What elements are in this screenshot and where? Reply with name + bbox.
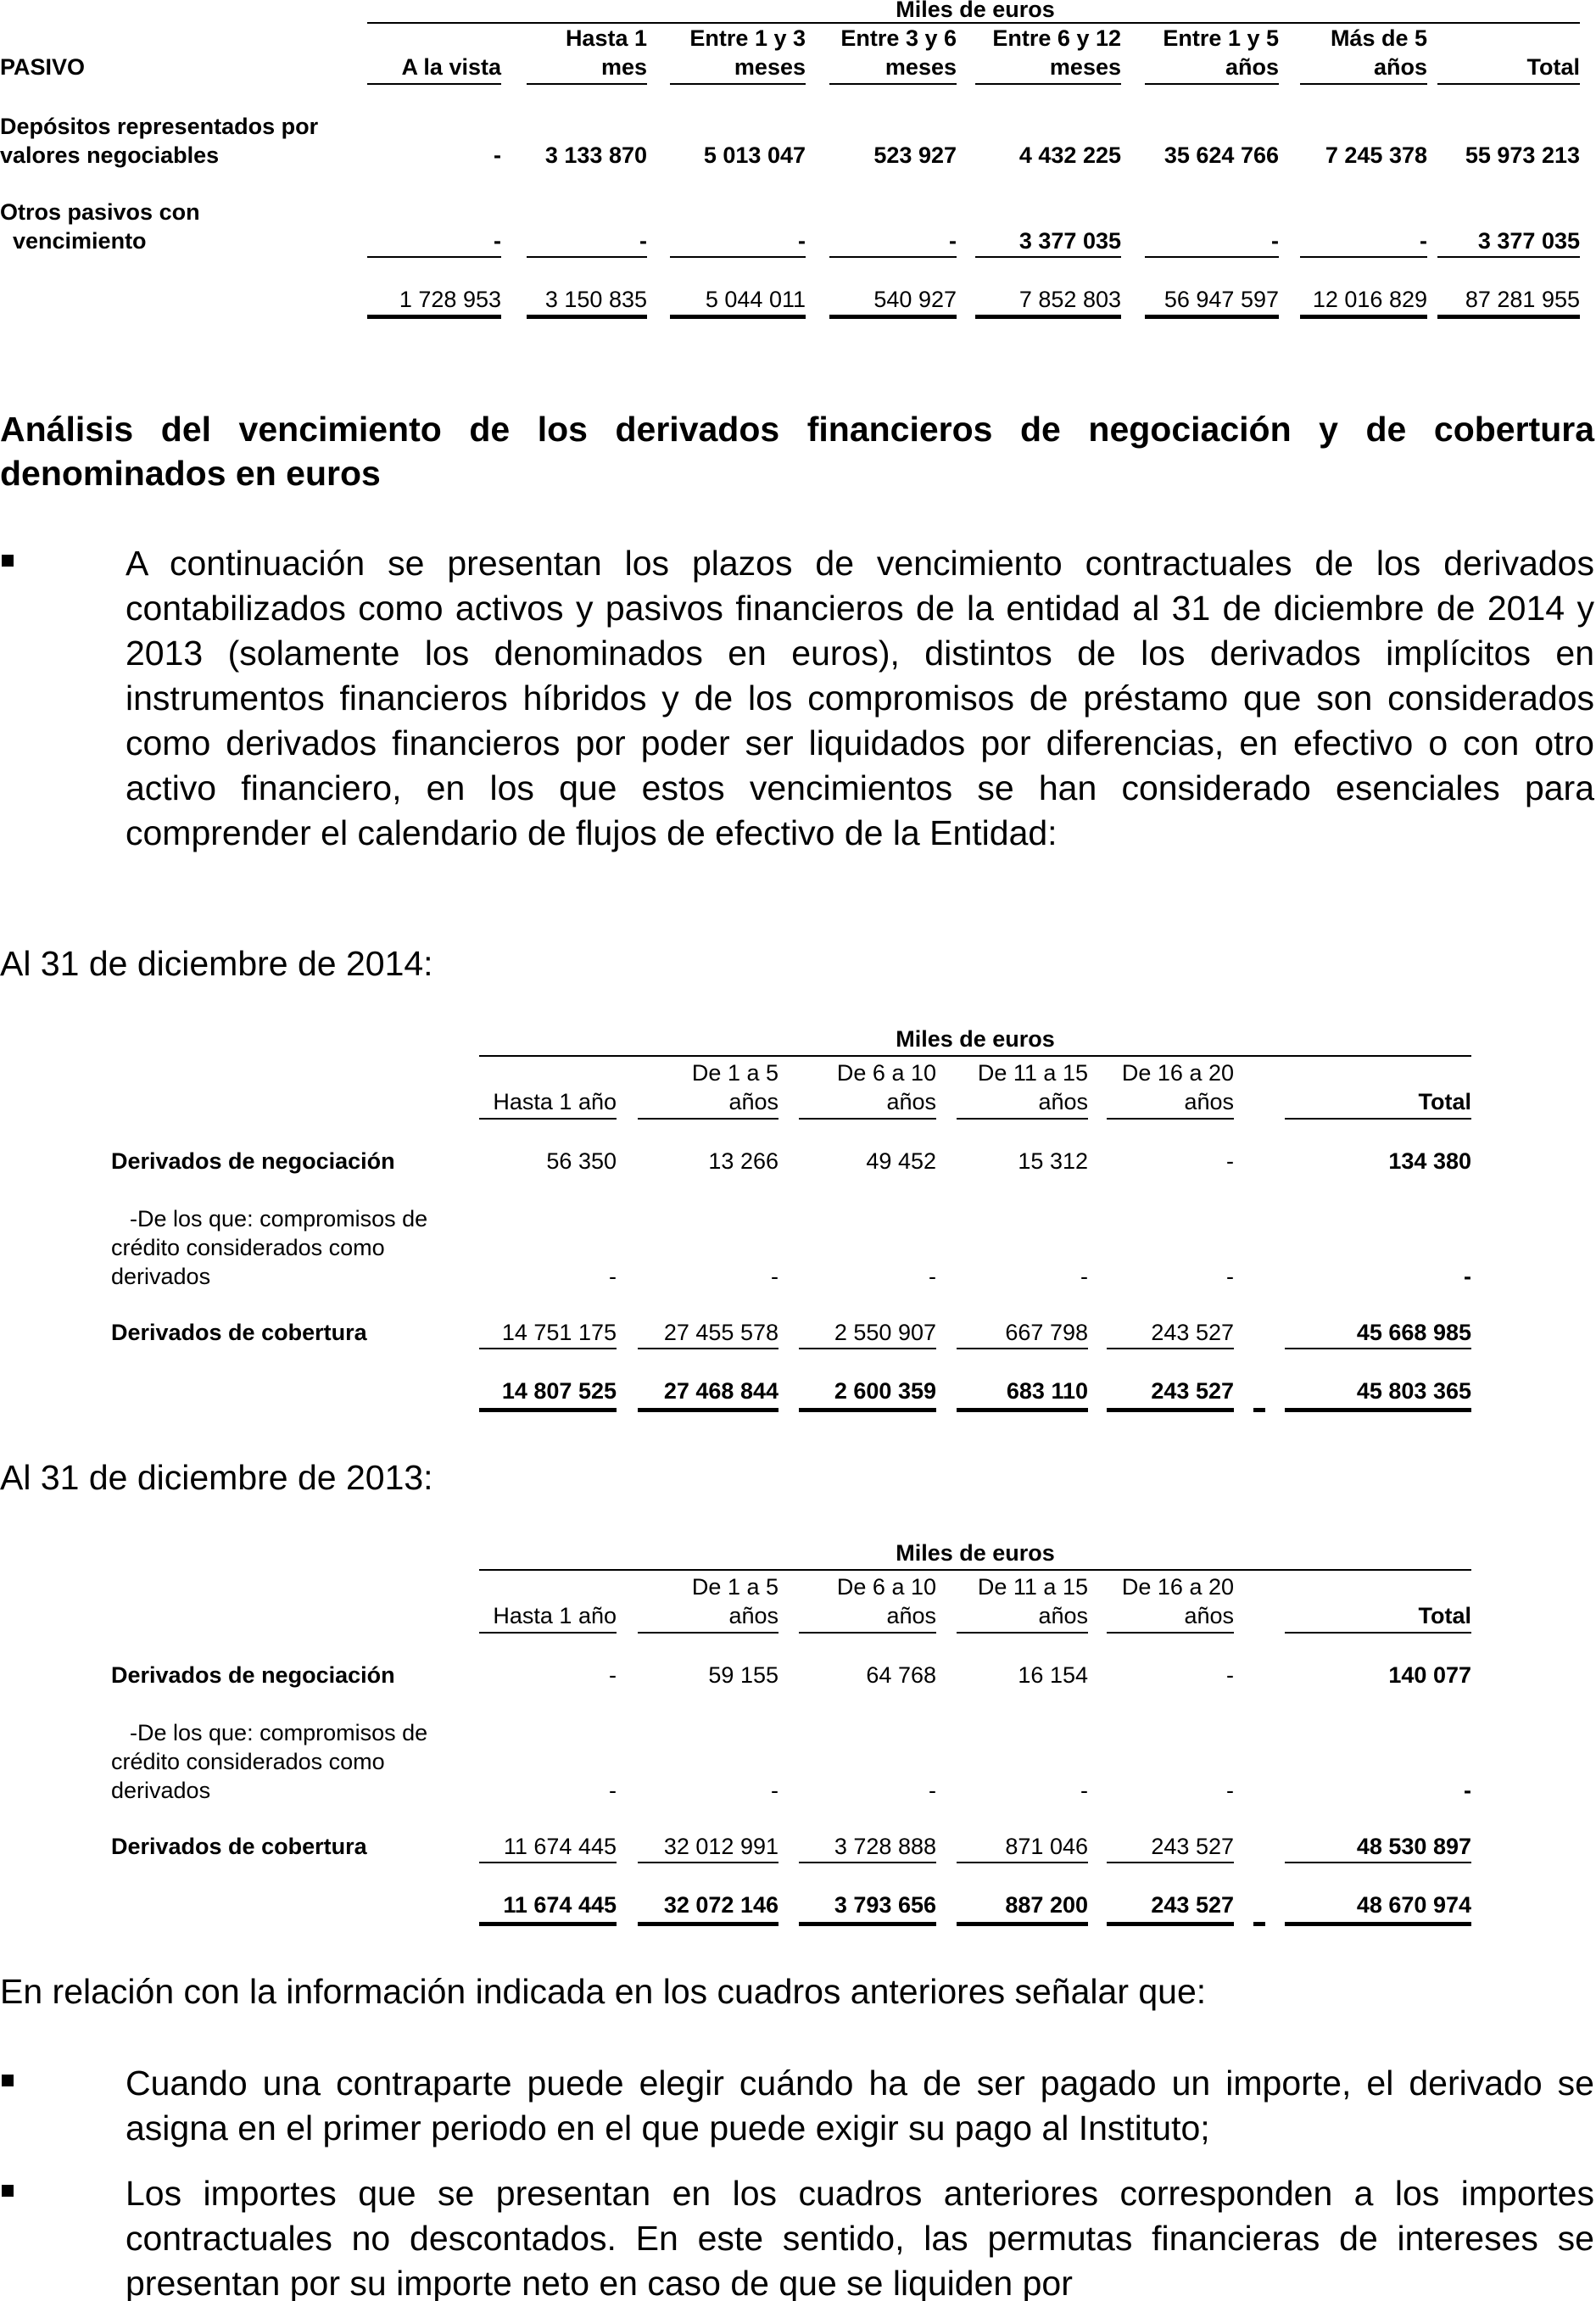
- total-cell: 243 527: [1151, 1892, 1234, 1918]
- bullet-marker: [0, 2185, 17, 2202]
- double-rule: [1285, 1408, 1471, 1412]
- row-label: derivados: [111, 1778, 211, 1803]
- table-cell: 11 674 445: [503, 1834, 617, 1859]
- double-rule: [527, 315, 647, 319]
- col-header: De 6 a 10: [836, 1574, 936, 1600]
- row-label: valores negociables: [0, 142, 220, 168]
- col-header: Hasta 1 año: [493, 1603, 617, 1628]
- col-header: años: [886, 1089, 936, 1114]
- miles-de-euros-label: Miles de euros: [896, 1540, 1055, 1566]
- col-header: años: [1184, 1603, 1234, 1628]
- col-underline: [367, 83, 501, 85]
- row-underline: [799, 1348, 936, 1349]
- table-cell: -: [609, 1662, 617, 1688]
- row-underline: [957, 1862, 1088, 1863]
- table-cell: 871 046: [1005, 1834, 1088, 1859]
- row-underline: [479, 1348, 617, 1349]
- total-cell: 5 044 011: [705, 287, 806, 312]
- table-cell: -: [771, 1778, 778, 1803]
- row-label: Derivados de cobertura: [111, 1834, 367, 1859]
- table-cell: -: [1464, 1778, 1471, 1803]
- col-header: Entre 1 y 5: [1163, 25, 1279, 51]
- row-underline: [1300, 256, 1427, 258]
- col-header: Entre 1 y 3: [689, 25, 806, 51]
- double-rule: [479, 1922, 617, 1926]
- table-cell: 49 452: [866, 1148, 936, 1174]
- col-header: años: [1225, 54, 1279, 80]
- col-underline: [479, 1632, 617, 1634]
- col-underline: [799, 1118, 936, 1120]
- col-underline: [1107, 1632, 1234, 1634]
- col-underline: [670, 83, 806, 85]
- double-rule: [829, 315, 957, 319]
- col-underline: [799, 1632, 936, 1634]
- row-underline: [367, 256, 501, 258]
- bullet-marker: [0, 2075, 17, 2092]
- col-underline: [975, 83, 1121, 85]
- col-header: De 16 a 20: [1121, 1574, 1234, 1600]
- col-underline: [829, 83, 957, 85]
- col-header: De 11 a 15: [977, 1060, 1088, 1086]
- row-underline: [975, 256, 1121, 258]
- row-label: Depósitos representados por: [0, 114, 319, 139]
- col-header: años: [1184, 1089, 1234, 1114]
- col-header: meses: [734, 54, 806, 80]
- row-underline: [1285, 1862, 1471, 1863]
- col-underline: [1107, 1118, 1234, 1120]
- relation-text: En relación con la información indicada en los cuadros anteriores señalar que:: [0, 1972, 1207, 2011]
- total-cell: 7 852 803: [1018, 287, 1121, 312]
- row-label: crédito considerados como: [111, 1235, 385, 1260]
- row-label: Derivados de cobertura: [111, 1320, 367, 1345]
- col-header: años: [1038, 1089, 1088, 1114]
- double-rule: [975, 315, 1121, 319]
- double-rule: [638, 1922, 778, 1926]
- table-cell: 667 798: [1005, 1320, 1088, 1345]
- col-underline: [638, 1118, 778, 1120]
- total-cell: 3 793 656: [834, 1892, 936, 1918]
- col-underline: [1300, 83, 1427, 85]
- row-underline: [670, 256, 806, 258]
- double-rule: [1253, 1408, 1265, 1412]
- col-header: Entre 3 y 6: [840, 25, 957, 51]
- table-cell: -: [1080, 1264, 1088, 1289]
- col-header: Total: [1418, 1603, 1471, 1628]
- table-cell: -: [1080, 1778, 1088, 1803]
- col-header: Total: [1526, 54, 1580, 80]
- miles-de-euros-label: Miles de euros: [896, 0, 1055, 22]
- col-header: Entre 6 y 12: [992, 25, 1121, 51]
- row-underline: [527, 256, 647, 258]
- table-cell: 15 312: [1018, 1148, 1088, 1174]
- row-underline: [829, 256, 957, 258]
- row-label: -De los que: compromisos de: [130, 1206, 428, 1231]
- table-cell: -: [609, 1778, 617, 1803]
- table-cell: 16 154: [1018, 1662, 1088, 1688]
- double-rule: [957, 1922, 1088, 1926]
- total-cell: 3 150 835: [544, 287, 647, 312]
- table-cell: 3 133 870: [544, 142, 647, 168]
- col-underline: [479, 1118, 617, 1120]
- col-header: De 1 a 5: [691, 1060, 778, 1086]
- table-cell: 4 432 225: [1018, 142, 1121, 168]
- derivatives-table-2013: [0, 1539, 1596, 1937]
- table-cell: 3 377 035: [1477, 228, 1580, 254]
- double-rule: [1107, 1408, 1234, 1412]
- table-cell: -: [1226, 1778, 1234, 1803]
- table-cell: 64 768: [866, 1662, 936, 1688]
- row-label: Otros pasivos con: [0, 199, 200, 225]
- total-cell: 540 927: [873, 287, 957, 312]
- col-underline: [1437, 83, 1580, 85]
- miles-de-euros-label: Miles de euros: [896, 1026, 1055, 1052]
- row-label: -De los que: compromisos de: [130, 1720, 428, 1745]
- double-rule: [1107, 1922, 1234, 1926]
- row-label: Derivados de negociación: [111, 1662, 395, 1688]
- col-header: años: [1373, 54, 1427, 80]
- total-cell: 11 674 445: [503, 1892, 617, 1918]
- table-cell: 14 751 175: [501, 1320, 617, 1345]
- double-rule: [799, 1922, 936, 1926]
- pasivo-label: PASIVO: [0, 54, 86, 80]
- table-cell: 3 728 888: [834, 1834, 936, 1859]
- col-header: años: [886, 1603, 936, 1628]
- row-underline: [1145, 256, 1279, 258]
- bullet-paragraph-1: Cuando una contraparte puede elegir cuándo ha de ser pagado un importe, el derivado se asigna en el primer periodo en el que puede exigir su pago al Instituto;: [126, 2064, 1594, 2147]
- table-cell: -: [798, 228, 806, 254]
- date-2013-label: Al 31 de diciembre de 2013:: [0, 1458, 433, 1497]
- table-cell: -: [949, 228, 957, 254]
- total-cell: 45 803 365: [1356, 1378, 1471, 1404]
- table-cell: 48 530 897: [1356, 1834, 1471, 1859]
- table-cell: 45 668 985: [1356, 1320, 1471, 1345]
- row-underline: [1437, 256, 1580, 258]
- table-cell: -: [639, 228, 647, 254]
- table-cell: 134 380: [1388, 1148, 1471, 1174]
- table-cell: 32 012 991: [663, 1834, 778, 1859]
- header-rule: [479, 1055, 1471, 1057]
- table-cell: -: [494, 228, 501, 254]
- col-underline: [957, 1632, 1088, 1634]
- table-cell: -: [771, 1264, 778, 1289]
- intro-paragraph: A continuación se presentan los plazos de vencimiento contractuales de los derivados contabilizados como activos y pasivos financieros de la entidad al 31 de diciembre de 2014 y 2013 (solamente los denominados en euros), distintos de los derivados implícitos en instrumentos financieros híbridos y de los compromisos de préstamo que son considerados como derivados financieros por poder ser liquidados por diferencias, en efectivo o con otro activo financiero, en los que estos vencimientos se han considerado esenciales para comprender el calendario de flujos de efectivo de la Entidad:: [126, 544, 1594, 852]
- header-rule: [479, 1569, 1471, 1571]
- col-underline: [1285, 1632, 1471, 1634]
- total-cell: 27 468 844: [663, 1378, 778, 1404]
- table-cell: 140 077: [1388, 1662, 1471, 1688]
- table-cell: -: [1226, 1662, 1234, 1688]
- col-header: De 1 a 5: [691, 1574, 778, 1600]
- double-rule: [1300, 315, 1427, 319]
- table-cell: -: [609, 1264, 617, 1289]
- table-cell: -: [929, 1778, 936, 1803]
- derivatives-table-2014: [0, 1025, 1596, 1423]
- col-header: meses: [1049, 54, 1121, 80]
- col-header: A la vista: [401, 54, 501, 80]
- table-cell: 243 527: [1151, 1320, 1234, 1345]
- total-cell: 87 281 955: [1465, 287, 1580, 312]
- row-underline: [1107, 1348, 1234, 1349]
- row-label: Derivados de negociación: [111, 1148, 395, 1174]
- col-underline: [957, 1118, 1088, 1120]
- total-cell: 243 527: [1151, 1378, 1234, 1404]
- table-cell: 13 266: [708, 1148, 778, 1174]
- row-underline: [638, 1348, 778, 1349]
- table-cell: 35 624 766: [1164, 142, 1279, 168]
- col-header: años: [728, 1089, 778, 1114]
- total-cell: 14 807 525: [501, 1378, 617, 1404]
- col-header: meses: [884, 54, 957, 80]
- double-rule: [479, 1408, 617, 1412]
- table-cell: -: [1226, 1264, 1234, 1289]
- double-rule: [1253, 1922, 1265, 1926]
- row-underline: [1107, 1862, 1234, 1863]
- table-cell: 27 455 578: [663, 1320, 778, 1345]
- total-cell: 1 728 953: [399, 287, 501, 312]
- table-cell: 523 927: [873, 142, 957, 168]
- table-cell: 3 377 035: [1018, 228, 1121, 254]
- row-underline: [638, 1862, 778, 1863]
- col-header: De 11 a 15: [977, 1574, 1088, 1600]
- col-header: Hasta 1: [565, 25, 647, 51]
- bullet-marker: [0, 555, 17, 572]
- row-label: crédito considerados como: [111, 1749, 385, 1774]
- double-rule: [638, 1408, 778, 1412]
- col-underline: [1285, 1118, 1471, 1120]
- row-label: derivados: [111, 1264, 211, 1289]
- total-cell: 683 110: [1006, 1378, 1088, 1404]
- table-cell: -: [1464, 1264, 1471, 1289]
- total-cell: 32 072 146: [663, 1892, 778, 1918]
- col-header: Total: [1418, 1089, 1471, 1114]
- double-rule: [1437, 315, 1580, 319]
- total-cell: 2 600 359: [834, 1378, 936, 1404]
- table-cell: 243 527: [1151, 1834, 1234, 1859]
- total-cell: 56 947 597: [1164, 287, 1279, 312]
- pasivo-table: [0, 0, 1596, 339]
- double-rule: [1285, 1922, 1471, 1926]
- row-underline: [1285, 1348, 1471, 1349]
- row-underline: [799, 1862, 936, 1863]
- double-rule: [670, 315, 806, 319]
- total-cell: 48 670 974: [1356, 1892, 1471, 1918]
- col-header: años: [728, 1603, 778, 1628]
- total-cell: 12 016 829: [1312, 287, 1427, 312]
- col-header: De 6 a 10: [836, 1060, 936, 1086]
- col-underline: [1145, 83, 1279, 85]
- col-header: mes: [600, 54, 647, 80]
- table-cell: 59 155: [708, 1662, 778, 1688]
- double-rule: [799, 1408, 936, 1412]
- double-rule: [1145, 315, 1279, 319]
- col-underline: [527, 83, 647, 85]
- table-cell: -: [1271, 228, 1279, 254]
- row-underline: [479, 1862, 617, 1863]
- double-rule: [367, 315, 501, 319]
- double-rule: [957, 1408, 1088, 1412]
- table-cell: 5 013 047: [703, 142, 806, 168]
- table-cell: -: [929, 1264, 936, 1289]
- total-cell: 887 200: [1005, 1892, 1088, 1918]
- col-header: Más de 5: [1330, 25, 1427, 51]
- table-cell: -: [1420, 228, 1427, 254]
- col-header: Hasta 1 año: [493, 1089, 617, 1114]
- table-cell: -: [494, 142, 501, 168]
- row-label: vencimiento: [0, 228, 147, 254]
- row-underline: [957, 1348, 1088, 1349]
- col-header: años: [1038, 1603, 1088, 1628]
- table-cell: 7 245 378: [1325, 142, 1427, 168]
- table-cell: 2 550 907: [834, 1320, 936, 1345]
- bullet-paragraph-2: Los importes que se presentan en los cuadros anteriores corresponden a los importes contractuales no descontados. En este sentido, las permutas financieras de intereses se presentan por su importe neto en caso de que se liquiden por: [126, 2174, 1594, 2301]
- table-cell: -: [1226, 1148, 1234, 1174]
- col-underline: [638, 1632, 778, 1634]
- table-cell: 55 973 213: [1465, 142, 1580, 168]
- section-heading: Análisis del vencimiento de los derivados financieros de negociación y de cobertura denominados en euros: [0, 410, 1594, 493]
- col-header: De 16 a 20: [1121, 1060, 1234, 1086]
- table-cell: 56 350: [546, 1148, 617, 1174]
- date-2014-label: Al 31 de diciembre de 2014:: [0, 944, 433, 983]
